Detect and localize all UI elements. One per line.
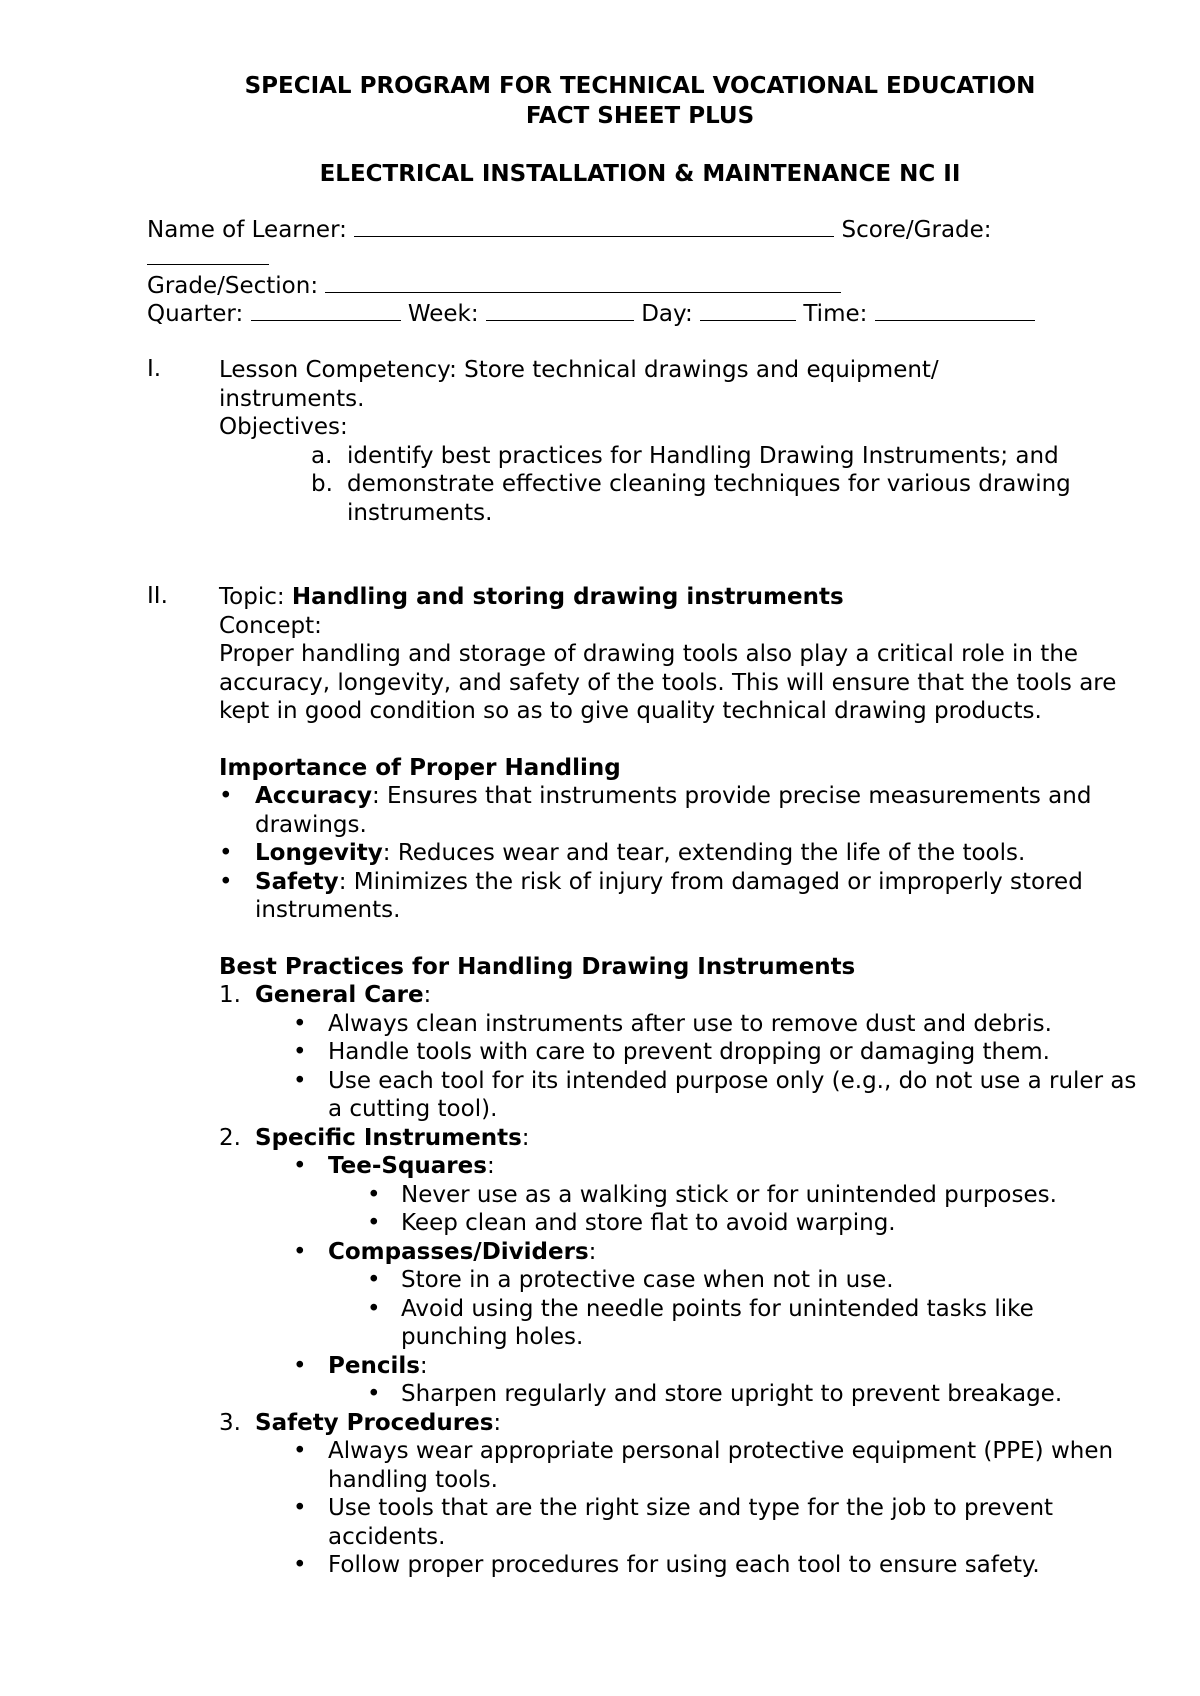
- section-1-numeral: I.: [147, 356, 162, 382]
- importance-term: Safety: [255, 868, 339, 895]
- list-item: • Follow proper procedures for using each tool to ensure safety.: [219, 1551, 1139, 1580]
- item-term: Specific Instruments: [255, 1124, 522, 1151]
- list-item: • Use each tool for its intended purpose only (e.g., do not use a ruler as a cutting tool).: [219, 1067, 1139, 1124]
- item-number: 3.: [219, 1409, 241, 1436]
- item-suffix: :: [486, 1153, 495, 1179]
- numbered-item: [219, 1124, 1139, 1153]
- item-term: General Care: [255, 982, 424, 1008]
- instrument-term: Pencils: [328, 1352, 420, 1379]
- list-item: • Always clean instruments after use to remove dust and debris.: [219, 1010, 1139, 1039]
- grade-section-label: Grade/Section:: [147, 273, 319, 299]
- schedule-row: [147, 298, 1147, 328]
- score-label: Score/Grade:: [841, 217, 992, 243]
- list-item: • Avoid using the needle points for unintended tasks like punching holes.: [219, 1295, 1139, 1352]
- time-blank[interactable]: [875, 298, 1035, 321]
- grade-section-row: [147, 270, 1147, 300]
- program-title: SPECIAL PROGRAM FOR TECHNICAL VOCATIONAL EDUCATION: [244, 73, 1036, 99]
- list-item: [219, 1352, 1139, 1381]
- name-label: Name of Learner:: [147, 217, 347, 243]
- list-item: • Never use as a walking stick or for unintended purposes.: [219, 1181, 1139, 1210]
- objectives-label: Objectives:: [219, 414, 348, 440]
- importance-heading: Importance of Proper Handling: [219, 754, 621, 781]
- item-suffix: :: [423, 982, 432, 1008]
- objective-text: demonstrate effective cleaning techniques for various drawing instruments.: [347, 471, 1071, 526]
- score-blank[interactable]: [147, 242, 269, 265]
- objective-label: a.: [311, 442, 333, 469]
- section-2-numeral: II.: [147, 583, 168, 609]
- list-item: [219, 782, 1139, 839]
- day-label: Day:: [641, 301, 693, 327]
- week-blank[interactable]: [486, 298, 634, 321]
- day-blank[interactable]: [700, 298, 796, 321]
- item-suffix: :: [493, 1409, 502, 1436]
- topic-title: Handling and storing drawing instruments: [291, 584, 844, 610]
- quarter-blank[interactable]: [251, 298, 401, 321]
- grade-section-blank[interactable]: [325, 270, 841, 293]
- section-1: [219, 356, 1139, 527]
- list-item: • Use tools that are the right size and type for the job to prevent accidents.: [219, 1494, 1139, 1551]
- list-item: • Always wear appropriate personal protective equipment (PPE) when handling tools.: [219, 1437, 1139, 1494]
- list-item: • Store in a protective case when not in use.: [219, 1266, 1139, 1295]
- importance-term: Accuracy: [255, 783, 372, 809]
- week-label: Week:: [407, 301, 479, 327]
- objective-label: b.: [311, 471, 333, 497]
- importance-text: : Reduces wear and tear, extending the life of the tools.: [382, 840, 1026, 866]
- list-item: • Sharpen regularly and store upright to prevent breakage.: [219, 1380, 1139, 1409]
- item-number: 2.: [219, 1124, 241, 1151]
- item-suffix: :: [419, 1352, 428, 1379]
- item-suffix: :: [588, 1238, 597, 1265]
- concept-label: Concept:: [219, 612, 322, 639]
- instrument-term: Tee-Squares: [328, 1153, 487, 1179]
- learner-name-row: [147, 214, 1147, 244]
- list-item: [219, 868, 1139, 925]
- list-item: • Handle tools with care to prevent dropping or damaging them.: [219, 1038, 1139, 1067]
- importance-text: : Ensures that instruments provide precise measurements and drawings.: [255, 783, 1092, 838]
- numbered-item: [219, 1409, 1139, 1438]
- best-practices-heading: Best Practices for Handling Drawing Instruments: [219, 953, 856, 980]
- score-blank-row: [147, 242, 1147, 272]
- numbered-item: [219, 981, 1139, 1010]
- importance-text: : Minimizes the risk of injury from damaged or improperly stored instruments.: [255, 868, 1083, 923]
- section-2: [219, 583, 1139, 1580]
- objective-text: identify best practices for Handling Drawing Instruments; and: [347, 442, 1059, 469]
- topic-line: [219, 583, 1139, 612]
- item-suffix: :: [521, 1124, 530, 1151]
- list-item: [219, 1152, 1139, 1181]
- importance-term: Longevity: [255, 840, 383, 866]
- list-item: [219, 839, 1139, 868]
- time-label: Time:: [803, 301, 868, 327]
- list-item: • Keep clean and store flat to avoid warping.: [219, 1209, 1139, 1238]
- item-term: Safety Procedures: [255, 1409, 494, 1436]
- lesson-competency: Lesson Competency: Store technical drawings and equipment/ instruments.: [219, 357, 939, 412]
- instrument-term: Compasses/Dividers: [328, 1238, 589, 1265]
- fact-sheet-title: FACT SHEET PLUS: [525, 103, 755, 129]
- objective-item: [311, 470, 1107, 527]
- item-number: 1.: [219, 982, 241, 1008]
- list-item: [219, 1238, 1139, 1267]
- concept-text: Proper handling and storage of drawing tools also play a critical role in the accuracy, longevity, and safety of the tools. This will ensure that the tools are kept in good condition so as to give quality technical drawing products.: [219, 641, 1117, 724]
- course-title: ELECTRICAL INSTALLATION & MAINTENANCE NC II: [319, 161, 961, 187]
- objective-item: [311, 442, 1107, 471]
- topic-label: Topic:: [219, 584, 285, 610]
- quarter-label: Quarter:: [147, 301, 244, 327]
- name-blank[interactable]: [354, 214, 834, 237]
